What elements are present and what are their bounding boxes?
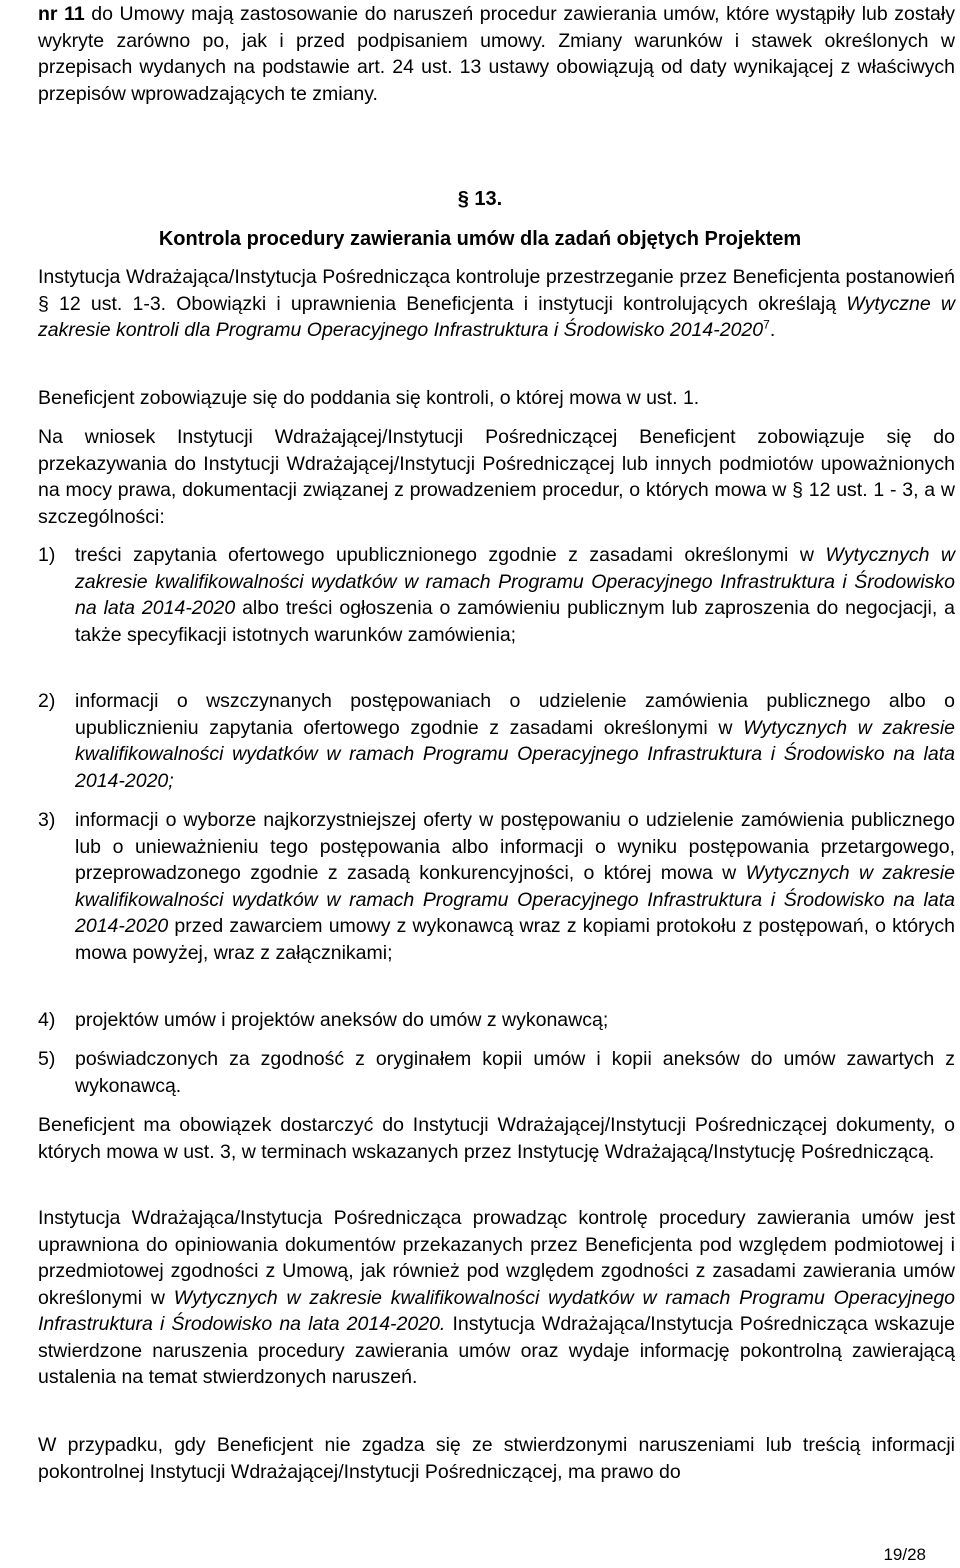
footnote-ref: 7 <box>763 317 770 332</box>
paragraph-4 <box>4 1112 955 1165</box>
list-item-3-text-end: przed zawarciem umowy z wykonawcą wraz z kopiami protokołu z postępowań, o których mowa powyżej, wraz z załącznikami; <box>75 915 955 964</box>
paragraph-2-number <box>4 385 38 412</box>
list-item-5-number: 5) <box>38 1048 56 1070</box>
list-item-3-italic: Wytycznych w zakresie kwalifikowalności wydatków w ramach Programu Operacyjnego Infrastruktura i Środowisko na lata 2014-2020 <box>75 862 955 937</box>
intro-text: do Umowy mają zastosowanie do naruszeń procedur zawierania umów, które wystąpiły lub zostały wykryte zarówno po, jak i przed podpisaniem umowy. Zmiany warunków i stawek określonych w przepisach wydanych na podstawie art. 24 ust. 13 ustawy obowiązują od daty wynikającej z właściwych przepisów wprowadzających te zmiany. <box>38 3 955 105</box>
paragraph-5-italic: Wytycznych w zakresie kwalifikowalności wydatków w ramach Programu Operacyjnego Infrastruktura i Środowisko na lata 2014-2020. <box>38 1286 956 1335</box>
intro-paragraph <box>38 1 955 107</box>
paragraph-1 <box>4 264 955 344</box>
list-item-4-text: projektów umów i projektów aneksów do umów z wykonawcą; <box>75 1009 609 1031</box>
paragraph-6-text: W przypadku, gdy Beneficjent nie zgadza się ze stwierdzonymi naruszeniami lub treścią informacji pokontrolnej Instytucji Wdrażającej/Instytucji Pośredniczącej, ma prawo do <box>38 1434 955 1483</box>
paragraph-5 <box>4 1205 955 1391</box>
paragraph-2 <box>4 385 955 412</box>
list-item-5 <box>38 1046 955 1099</box>
section-number: § 13. <box>457 188 503 210</box>
list-item-4-number: 4) <box>38 1009 56 1031</box>
paragraph-5-text-end: Instytucja Wdrażająca/Instytucja Pośrednicząca wskazuje stwierdzone naruszenia procedury zawierania umów oraz wydaje informację pokontrolną zawierającą ustalenia na temat stwierdzonych naruszeń. <box>38 1313 955 1388</box>
section-title: Kontrola procedury zawierania umów dla zadań objętych Projektem <box>158 228 802 250</box>
paragraph-1-text: Instytucja Wdrażająca/Instytucja Pośrednicząca kontroluje przestrzeganie przez Beneficjenta postanowień § 12 ust. 1-3. Obowiązki i uprawnienia Beneficjenta i instytucji kontrolujących określają <box>38 266 955 315</box>
paragraph-6-number <box>4 1432 38 1459</box>
page-number: 19/28 <box>883 1545 926 1564</box>
list-item-1-text-end: albo treści ogłoszenia o zamówieniu publicznym lub zaproszenia do negocjacji, a także specyfikacji istotnych warunków zamówienia; <box>75 597 955 646</box>
paragraph-1-end: . <box>769 319 776 341</box>
paragraph-3-number <box>4 424 38 451</box>
list-item-5-text: poświadczonych za zgodność z oryginałem kopii umów i kopii aneksów do umów zawartych z wykonawcą. <box>75 1048 955 1097</box>
list-item-2-italic: Wytycznych w zakresie kwalifikowalności wydatków w ramach Programu Operacyjnego Infrastruktura i Środowisko na lata 2014-2020; <box>75 716 956 792</box>
list-item-2-text: informacji o wszczynanych postępowaniach o udzielenie zamówienia publicznego albo o upublicznieniu zapytania ofertowego zgodnie z zasadami określonymi w <box>75 690 955 739</box>
intro-bold-lead: nr 11 <box>38 3 85 25</box>
list-item-3-number: 3) <box>38 809 56 831</box>
paragraph-1-italic: Wytyczne w zakresie kontroli dla Programu Operacyjnego Infrastruktura i Środowisko 2014-2020 <box>38 292 955 341</box>
list-item-1-number: 1) <box>38 544 56 566</box>
paragraph-3-text: Na wniosek Instytucji Wdrażającej/Instytucji Pośredniczącej Beneficjent zobowiązuje się do przekazywania do Instytucji Wdrażającej/Instytucji Pośredniczącej lub innych podmiotów upoważnionych na mocy prawa, dokumentacji związanej z prowadzeniem procedur, o których mowa w § 12 ust. 1 - 3, a w szczególności: <box>38 426 955 528</box>
paragraph-5-number <box>4 1205 38 1232</box>
paragraph-5-text: Instytucja Wdrażająca/Instytucja Pośrednicząca prowadząc kontrolę procedury zawierania umów jest uprawniona do opiniowania dokumentów przekazanych przez Beneficjenta pod względem podmiotowej i przedmiotowej zgodności z Umową, jak również pod względem zgodności z zasadami zawierania umów określonymi w <box>38 1207 955 1309</box>
paragraph-4-text: Beneficjent ma obowiązek dostarczyć do Instytucji Wdrażającej/Instytucji Pośredniczącej dokumenty, o których mowa w ust. 3, w terminach wskazanych przez Instytucję Wdrażającą/Instytucję Pośredniczącą. <box>38 1114 955 1163</box>
list-item-1 <box>38 542 955 648</box>
list-item-2-number: 2) <box>38 690 56 712</box>
list-item-1-italic: Wytycznych w zakresie kwalifikowalności wydatków w ramach Programu Operacyjnego Infrastruktura i Środowisko na lata 2014-2020 <box>75 544 955 619</box>
list-item-1-text: treści zapytania ofertowego upublicznionego zgodnie z zasadami określonymi w <box>75 544 826 566</box>
list-item-3-text: informacji o wyborze najkorzystniejszej oferty w postępowaniu o udzielenie zamówienia publicznego lub o unieważnieniu tego postępowania albo informacji o wyniku postępowania przetargowego, przeprowadzonego zgodnie z zasadą konkurencyjności, o której mowa w <box>75 809 955 884</box>
paragraph-2-text: Beneficjent zobowiązuje się do poddania się kontroli, o której mowa w ust. 1. <box>38 387 700 409</box>
list-item-4 <box>38 1007 955 1034</box>
paragraph-6 <box>4 1432 955 1485</box>
paragraph-4-number <box>4 1112 38 1139</box>
paragraph-3 <box>4 424 955 530</box>
paragraph-1-number <box>4 264 38 291</box>
list-item-2 <box>38 688 955 794</box>
list-item-3 <box>38 807 955 966</box>
